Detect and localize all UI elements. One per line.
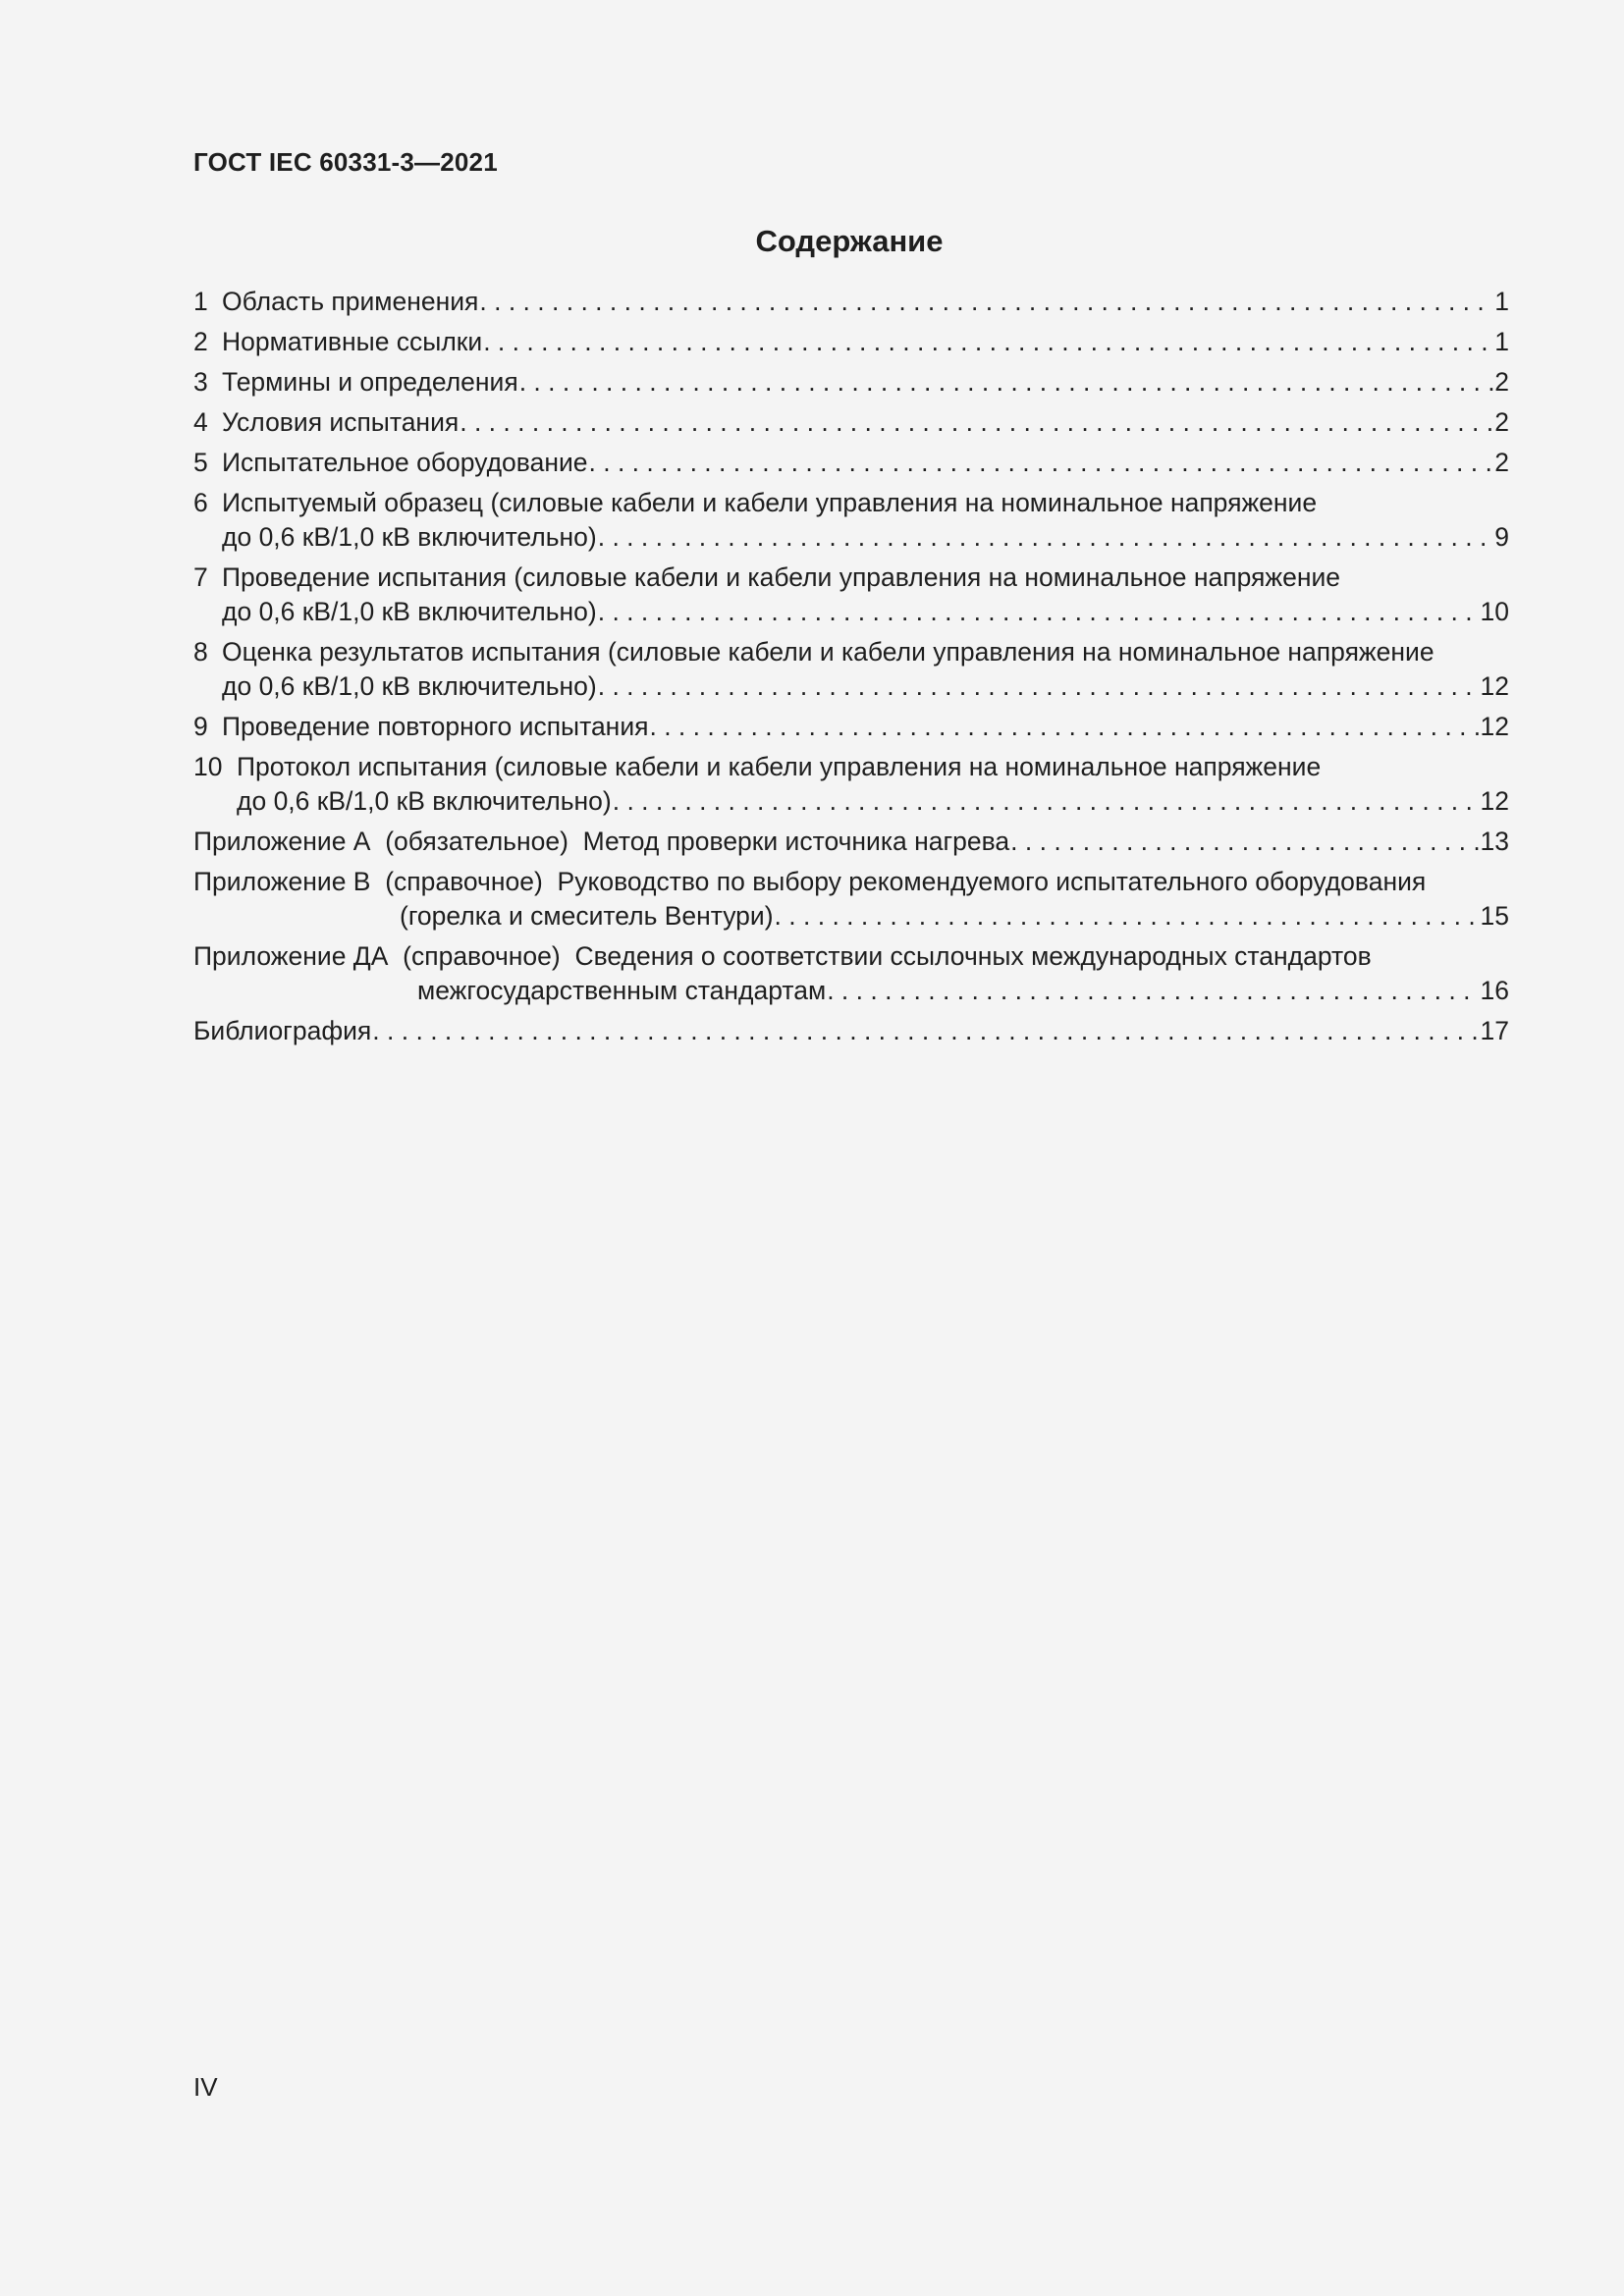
toc-entry-10[interactable]: [193, 750, 1509, 819]
appendix-kind: (обязательное): [385, 827, 568, 856]
leader-dots: [598, 669, 1480, 704]
toc-entry-7[interactable]: [193, 561, 1509, 629]
toc-entry-page: 2: [1494, 448, 1509, 477]
toc-entry-text: Библиография: [193, 1016, 372, 1045]
leader-dots: [613, 784, 1480, 819]
toc-entry-text-line1: Оценка результатов испытания (силовые кабели и кабели управления на номинальное напряжение: [222, 637, 1435, 667]
toc-entry-number: 5: [193, 448, 208, 477]
toc-title: Содержание: [755, 224, 944, 258]
toc-entry-number: 4: [193, 407, 208, 437]
toc-entry-number: 9: [193, 712, 208, 741]
appendix-title-line1: Сведения о соответствии ссылочных международных стандартов: [574, 941, 1372, 971]
toc-entry-page: 2: [1494, 407, 1509, 437]
toc-entry-text: Область применения: [222, 287, 479, 316]
appendix-kind: (справочное): [403, 941, 561, 971]
leader-dots: [1010, 825, 1479, 859]
toc-entry-page: 2: [1494, 367, 1509, 397]
toc-entry-page: 12: [1480, 671, 1509, 701]
toc-entry-4[interactable]: [193, 405, 1509, 440]
appendix-title-line1: Руководство по выбору рекомендуемого испытательного оборудования: [557, 867, 1427, 896]
leader-dots: [649, 710, 1479, 744]
toc-entry-text: Термины и определения: [222, 367, 518, 397]
toc-entry-text-line2: до 0,6 кВ/1,0 кВ включительно): [222, 522, 597, 552]
toc-entry-page: 17: [1480, 1016, 1509, 1045]
toc-entry-number: 3: [193, 367, 208, 397]
toc-entry-text: Условия испытания: [222, 407, 460, 437]
appendix-kind: (справочное): [385, 867, 543, 896]
toc-entry-text: Проведение повторного испытания: [222, 712, 649, 741]
toc-entry-page: 1: [1494, 327, 1509, 356]
toc-entry-page: 9: [1494, 522, 1509, 552]
leader-dots: [479, 285, 1493, 319]
leader-dots: [589, 446, 1494, 480]
toc-entry-text-line1: Проведение испытания (силовые кабели и кабели управления на номинальное напряжение: [222, 562, 1340, 592]
toc-appendix-a[interactable]: [193, 825, 1509, 859]
appendix-label: Приложение А: [193, 827, 371, 856]
toc-entry-text-line2: до 0,6 кВ/1,0 кВ включительно): [222, 597, 597, 626]
table-of-contents: [193, 285, 1509, 1048]
toc-entry-text-line1: Испытуемый образец (силовые кабели и кабели управления на номинальное напряжение: [222, 488, 1318, 517]
toc-entry-9[interactable]: [193, 710, 1509, 744]
toc-entry-text-line2: до 0,6 кВ/1,0 кВ включительно): [237, 786, 612, 816]
toc-entry-page: 16: [1480, 976, 1509, 1005]
toc-entry-2[interactable]: [193, 325, 1509, 359]
toc-entry-page: 10: [1480, 597, 1509, 626]
toc-entry-number: 10: [193, 752, 223, 781]
toc-entry-number: 6: [193, 488, 208, 517]
leader-dots: [598, 520, 1494, 555]
toc-entry-page: 15: [1480, 901, 1509, 931]
appendix-label: Приложение ДА: [193, 941, 389, 971]
leader-dots: [775, 899, 1480, 934]
leader-dots: [460, 405, 1493, 440]
appendix-title-line2: (горелка и смеситель Вентури): [400, 901, 774, 931]
toc-entry-text-line2: до 0,6 кВ/1,0 кВ включительно): [222, 671, 597, 701]
toc-entry-page: 12: [1480, 786, 1509, 816]
appendix-title-line2: межгосударственным стандартам: [417, 976, 827, 1005]
toc-entry-number: 7: [193, 562, 208, 592]
toc-entry-number: 8: [193, 637, 208, 667]
leader-dots: [827, 974, 1479, 1008]
toc-entry-page: 12: [1480, 712, 1509, 741]
toc-entry-text: Нормативные ссылки: [222, 327, 483, 356]
toc-entry-number: 1: [193, 287, 208, 316]
leader-dots: [483, 325, 1493, 359]
document-id-header: ГОСТ IEC 60331-3—2021: [193, 147, 498, 177]
toc-entry-page: 13: [1480, 827, 1509, 856]
toc-entry-5[interactable]: [193, 446, 1509, 480]
page-number: IV: [193, 2072, 218, 2102]
toc-bibliography[interactable]: [193, 1014, 1509, 1048]
leader-dots: [372, 1014, 1479, 1048]
toc-entry-8[interactable]: [193, 635, 1509, 704]
toc-entry-3[interactable]: [193, 365, 1509, 400]
toc-entry-text-line1: Протокол испытания (силовые кабели и кабели управления на номинальное напряжение: [237, 752, 1322, 781]
toc-entry-1[interactable]: [193, 285, 1509, 319]
toc-entry-text: Испытательное оборудование: [222, 448, 588, 477]
appendix-title: Метод проверки источника нагрева: [582, 827, 1010, 856]
toc-entry-page: 1: [1494, 287, 1509, 316]
leader-dots: [598, 595, 1480, 629]
appendix-label: Приложение В: [193, 867, 371, 896]
leader-dots: [519, 365, 1494, 400]
toc-entry-number: 2: [193, 327, 208, 356]
toc-appendix-b[interactable]: [193, 865, 1509, 934]
toc-appendix-da[interactable]: [193, 939, 1509, 1008]
toc-entry-6[interactable]: [193, 486, 1509, 555]
